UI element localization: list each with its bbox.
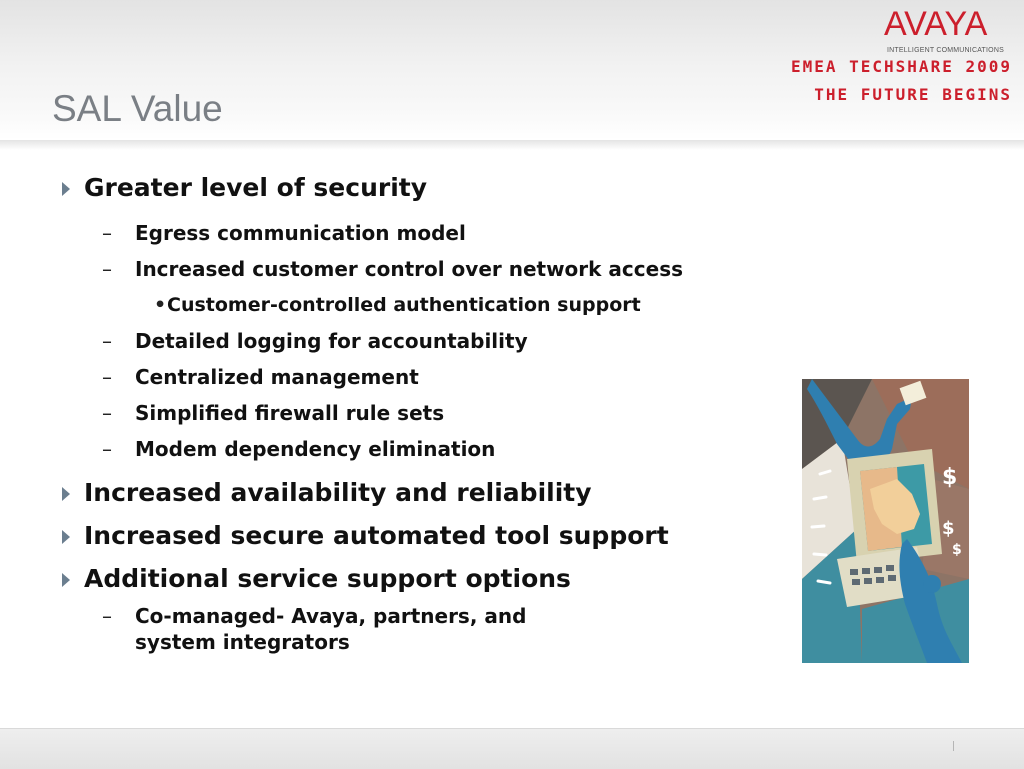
footer-divider — [953, 741, 954, 751]
sub-bullet-text: Egress communication model — [135, 221, 466, 245]
bullet-text: Increased availability and reliability — [84, 478, 592, 507]
dash-bullet-icon: – — [102, 257, 112, 281]
dot-bullet-icon: • — [154, 294, 167, 316]
triangle-bullet-icon — [62, 530, 70, 544]
event-title: EMEA TECHSHARE 2009 — [790, 57, 1012, 76]
bullet-item — [58, 561, 798, 597]
sub-bullet-item — [58, 219, 798, 247]
dollar-icon: $ — [942, 465, 958, 490]
dash-bullet-icon: – — [102, 365, 112, 389]
triangle-bullet-icon — [62, 573, 70, 587]
bullet-item — [58, 170, 798, 206]
dash-bullet-icon: – — [102, 437, 112, 461]
sub-bullet-item — [58, 399, 798, 427]
sub-bullet-item — [58, 603, 605, 655]
sub-bullet-item — [58, 363, 798, 391]
sub-bullet-item — [58, 435, 798, 463]
dash-bullet-icon: – — [102, 604, 112, 628]
bullet-item — [58, 518, 798, 554]
sub-bullet-text: Modem dependency elimination — [135, 437, 496, 461]
avaya-logo: AVAYA — [884, 5, 988, 43]
dash-bullet-icon: – — [102, 401, 112, 425]
sub-bullet-item — [58, 327, 798, 355]
sub-sub-bullet-text: Customer-controlled authentication support — [167, 294, 641, 316]
bullet-list — [58, 170, 798, 663]
computer-hands-money-clipart — [802, 379, 969, 663]
event-subtitle: THE FUTURE BEGINS — [814, 85, 1012, 104]
sub-bullet-text: Detailed logging for accountability — [135, 329, 528, 353]
dash-bullet-icon: – — [102, 329, 112, 353]
bullet-item — [58, 475, 798, 511]
sub-bullet-item — [58, 255, 798, 283]
bullet-text: Additional service support options — [84, 564, 571, 593]
dollar-icon: $ — [942, 518, 955, 539]
sub-sub-bullet-item — [58, 291, 798, 319]
sub-bullet-text: Co-managed- Avaya, partners, and system integrators — [135, 604, 527, 654]
dollar-icon: $ — [952, 542, 962, 558]
sub-bullet-text: Increased customer control over network access — [135, 257, 684, 281]
triangle-bullet-icon — [62, 487, 70, 501]
dash-bullet-icon: – — [102, 221, 112, 245]
sub-bullet-text: Centralized management — [135, 365, 419, 389]
sub-bullet-text: Simplified firewall rule sets — [135, 401, 445, 425]
slide-title: SAL Value — [52, 88, 223, 129]
triangle-bullet-icon — [62, 182, 70, 196]
bullet-text: Greater level of security — [84, 173, 428, 202]
logo-tagline: INTELLIGENT COMMUNICATIONS — [887, 47, 1004, 54]
header-shadow — [0, 140, 1024, 150]
bullet-text: Increased secure automated tool support — [84, 521, 669, 550]
footer-band — [0, 728, 1024, 769]
